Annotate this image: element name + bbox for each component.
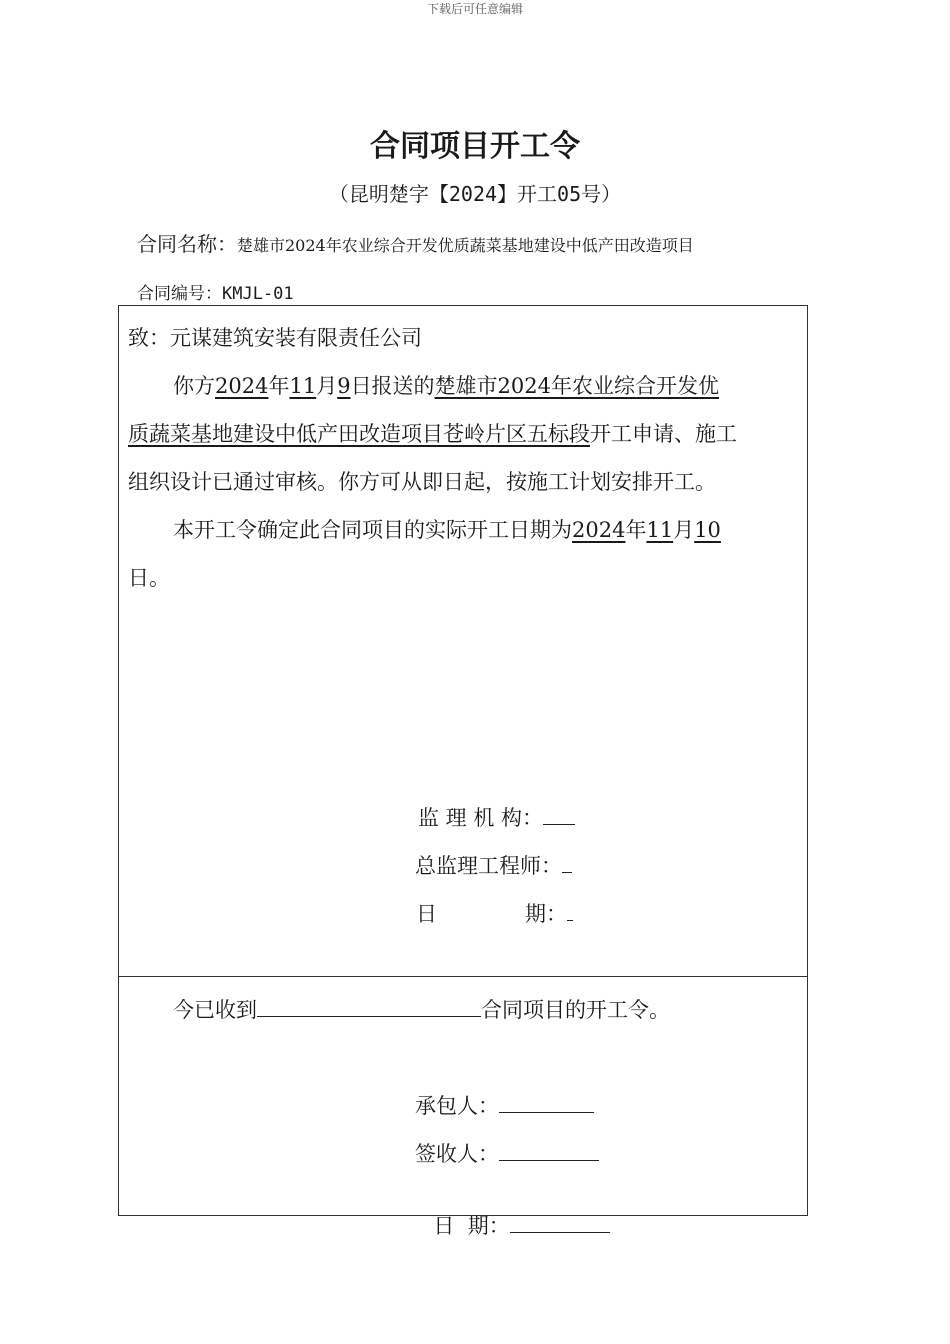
supervision-org-line[interactable] <box>543 823 575 825</box>
start-month: 11 <box>646 518 674 542</box>
supervision-date-field: 日 期： <box>416 898 573 928</box>
submit-day: 9 <box>337 374 351 398</box>
receipt-date-line[interactable] <box>510 1231 610 1233</box>
contract-name-row <box>137 228 694 257</box>
document-number <box>0 178 950 207</box>
received-contract-line[interactable] <box>257 1015 481 1017</box>
contract-number-row <box>137 279 294 304</box>
document-title: 合同项目开工令 <box>370 129 580 164</box>
contractor-line[interactable] <box>499 1111 594 1113</box>
submit-month: 11 <box>289 374 317 398</box>
notice-paragraph-2-end: 日。 <box>128 566 170 590</box>
project-name-part-1: 楚雄市2024年农业综合开发优 <box>434 374 720 398</box>
doc-number-mid: 开工 <box>517 182 558 206</box>
contract-number-value: KMJL-01 <box>222 284 294 304</box>
submit-year: 2024 <box>215 374 269 398</box>
doc-number-open: （昆明楚字 <box>328 182 429 206</box>
notice-paragraph-1-line-1: 你方2024年11月9日报送的楚雄市2024年农业综合开发优 <box>173 374 720 398</box>
contractor-field: 承包人： <box>415 1090 594 1120</box>
doc-number-num: 05 <box>557 182 582 206</box>
notice-paragraph-1-line-3: 组织设计已通过审核。你方可从即日起，按施工计划安排开工。 <box>128 470 716 494</box>
supervision-date-line[interactable] <box>567 919 573 921</box>
start-year: 2024 <box>572 518 626 542</box>
contract-name-label: 合同名称： <box>137 232 237 256</box>
header-note: 下载后可任意编辑 <box>426 2 523 16</box>
doc-number-year: 【2024】 <box>428 182 518 206</box>
chief-engineer-field: 总监理工程师： <box>415 850 572 880</box>
receiver-line[interactable] <box>499 1159 599 1161</box>
contract-name-value: 楚雄市2024年农业综合开发优质蔬菜基地建设中低产田改造项目 <box>237 236 694 255</box>
notice-paragraph-2: 本开工令确定此合同项目的实际开工日期为2024年11月10 <box>173 518 721 542</box>
receipt-statement: 今已收到 合同项目的开工令。 <box>173 998 670 1022</box>
contract-number-label: 合同编号： <box>137 284 222 304</box>
notice-paragraph-1-line-2: 质蔬菜基地建设中低产田改造项目苍岭片区五标段开工申请、施工 <box>128 422 737 446</box>
supervision-org-field: 监 理 机 构： <box>418 802 575 832</box>
receipt-date-field: 日 期： <box>420 1186 610 1240</box>
chief-engineer-line[interactable] <box>562 871 572 873</box>
project-name-part-2: 质蔬菜基地建设中低产田改造项目苍岭片区五标段 <box>128 422 590 446</box>
receiver-field: 签收人： <box>415 1138 599 1168</box>
addressee: 致：元谋建筑安装有限责任公司 <box>128 326 422 350</box>
start-day: 10 <box>694 518 721 542</box>
doc-number-close: 号） <box>581 182 622 206</box>
